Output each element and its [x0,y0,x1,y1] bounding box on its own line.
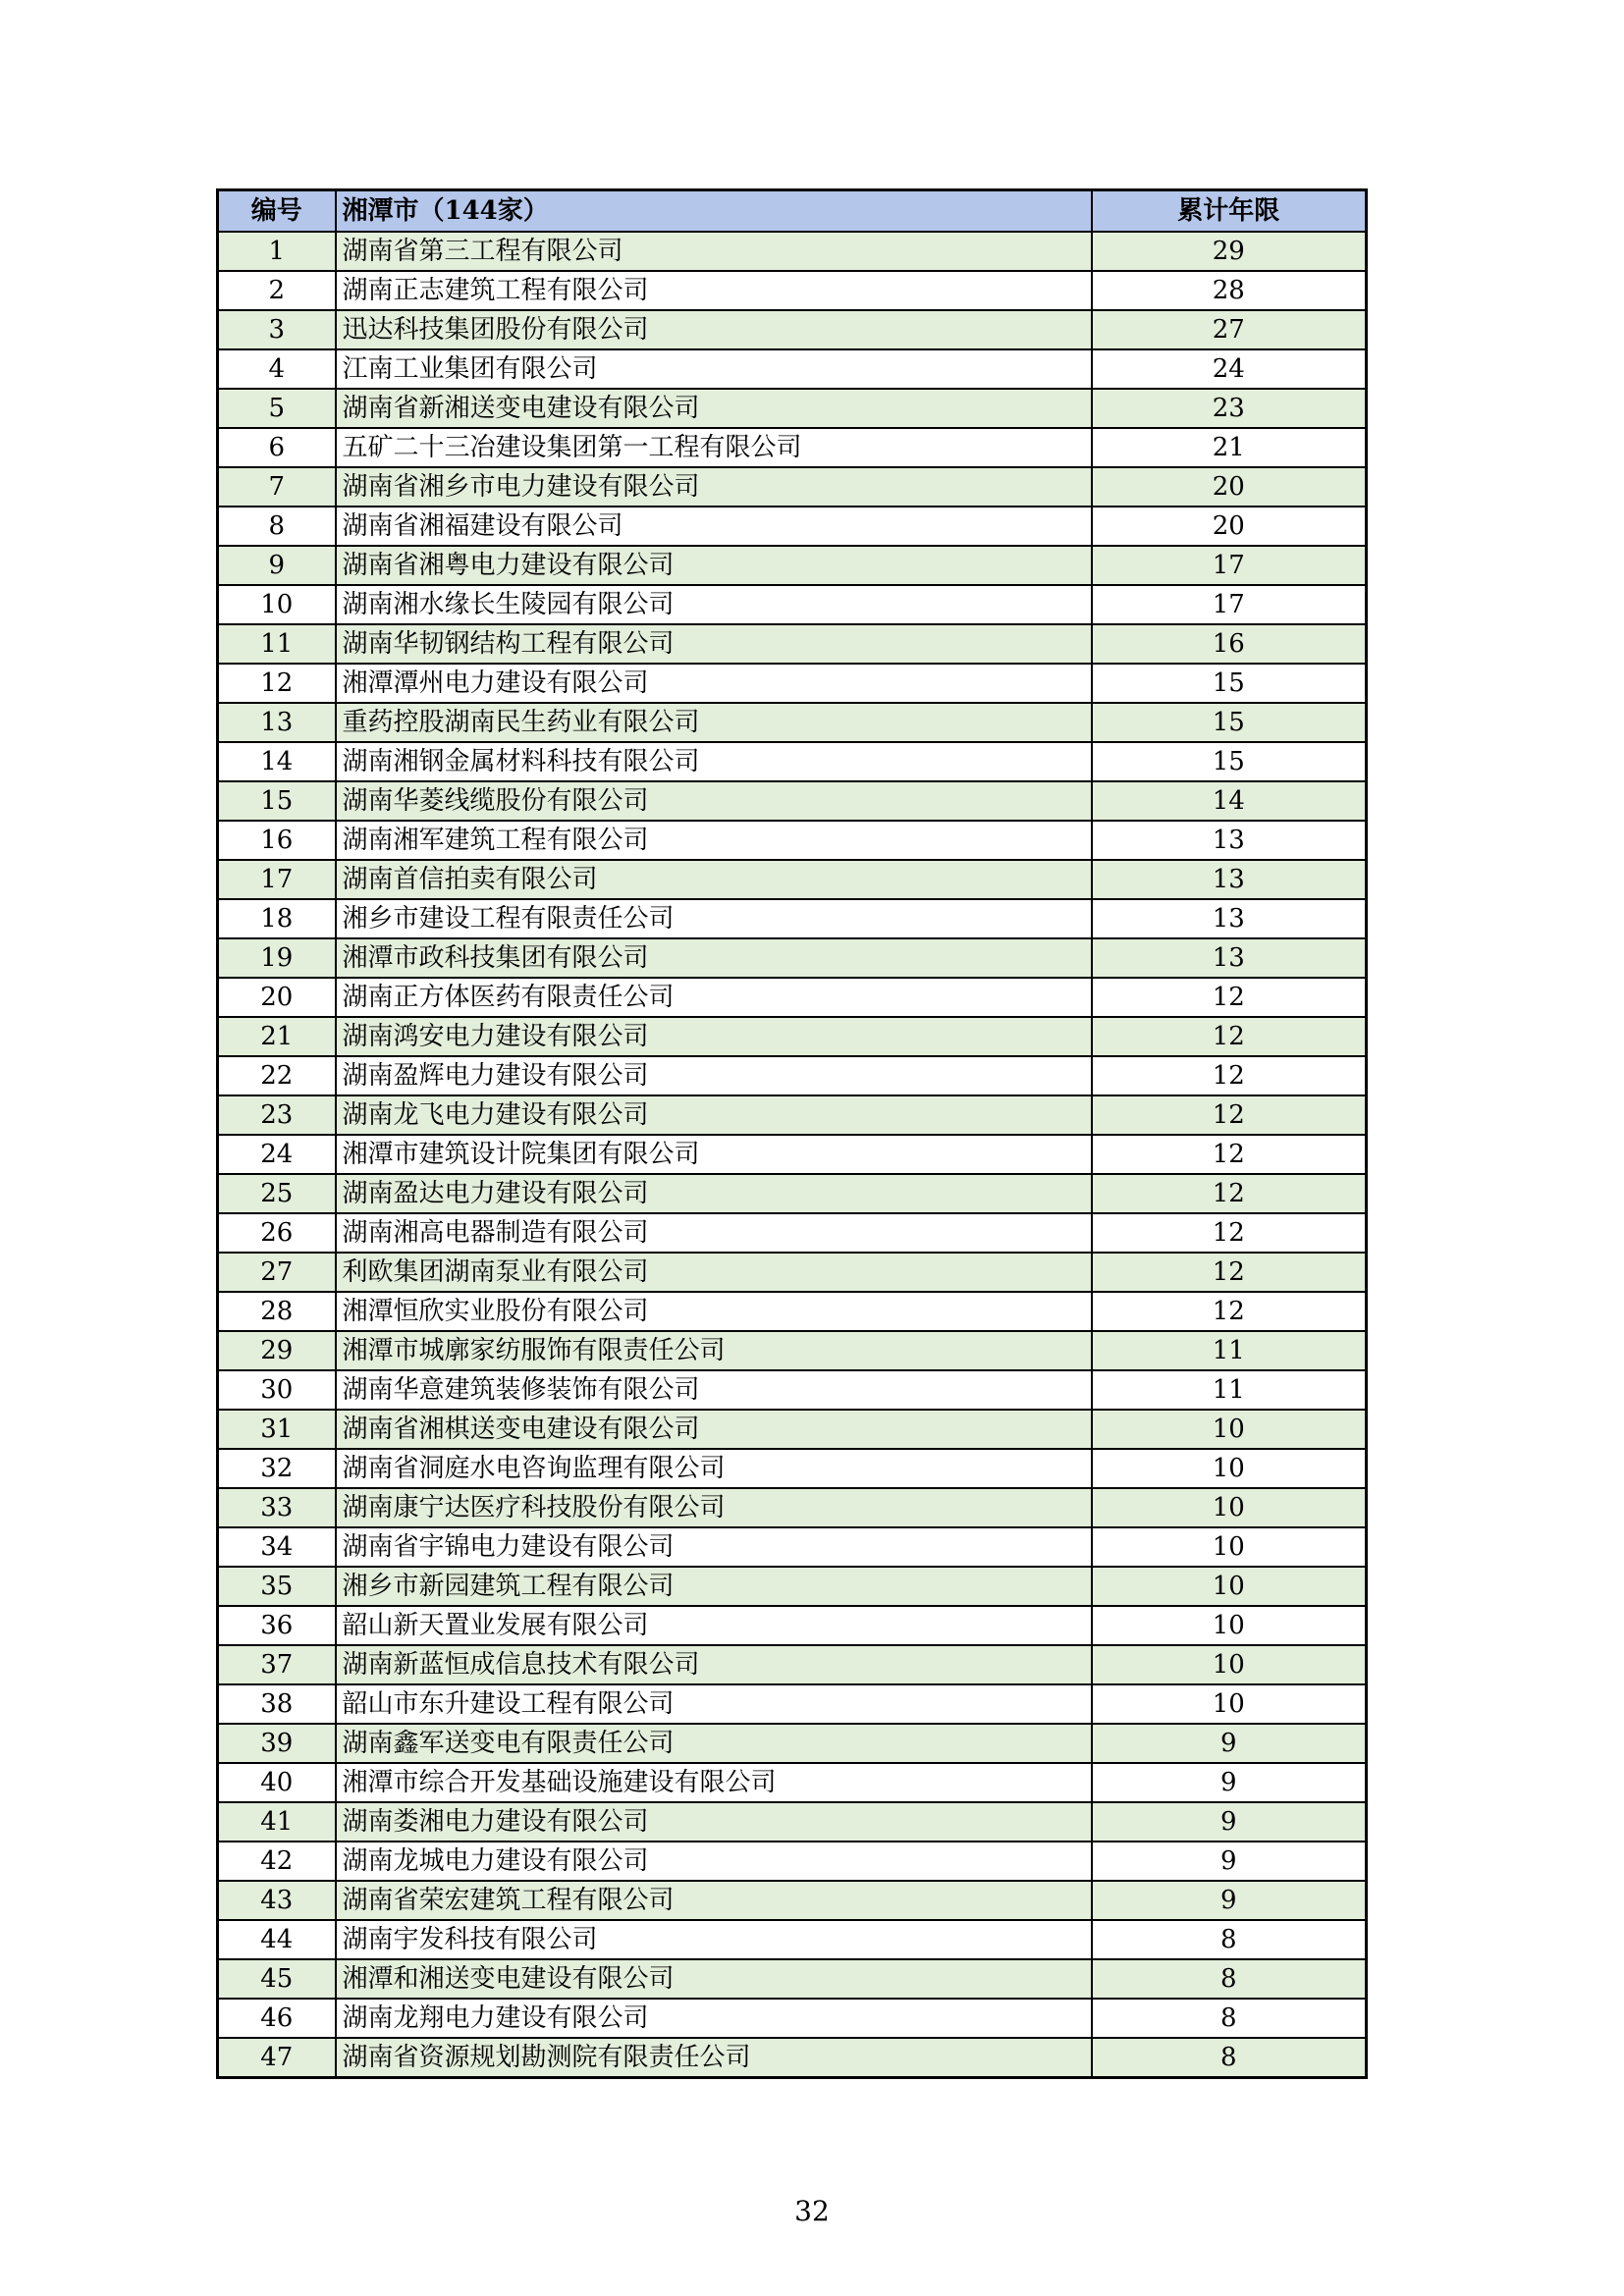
row-number: 10 [218,585,336,624]
row-number: 29 [218,1331,336,1370]
row-number: 31 [218,1410,336,1449]
table-row [218,1292,1367,1331]
table-row [218,1802,1367,1842]
cumulative-years: 12 [1092,1213,1367,1253]
table-row [218,1527,1367,1567]
row-number: 28 [218,1292,336,1331]
company-name: 湖南正志建筑工程有限公司 [336,271,1092,310]
table-row [218,1017,1367,1056]
company-name: 重药控股湖南民生药业有限公司 [336,703,1092,742]
company-name: 湘乡市新园建筑工程有限公司 [336,1567,1092,1606]
table-row [218,938,1367,978]
table-row [218,1488,1367,1527]
company-name: 湖南省湘福建设有限公司 [336,507,1092,546]
company-name: 湖南湘军建筑工程有限公司 [336,821,1092,860]
row-number: 4 [218,349,336,389]
row-number: 42 [218,1842,336,1881]
cumulative-years: 10 [1092,1488,1367,1527]
row-number: 44 [218,1920,336,1959]
cumulative-years: 10 [1092,1606,1367,1645]
cumulative-years: 9 [1092,1842,1367,1881]
row-number: 2 [218,271,336,310]
row-number: 40 [218,1763,336,1802]
header-row [218,190,1367,233]
company-name: 湖南省湘棋送变电建设有限公司 [336,1410,1092,1449]
row-number: 1 [218,232,336,271]
table-row [218,1999,1367,2038]
table-row [218,860,1367,899]
row-number: 14 [218,742,336,781]
row-number: 37 [218,1645,336,1684]
table-row [218,1135,1367,1174]
company-name: 湖南首信拍卖有限公司 [336,860,1092,899]
table-row [218,781,1367,821]
row-number: 17 [218,860,336,899]
cumulative-years: 12 [1092,1253,1367,1292]
table-row [218,1606,1367,1645]
company-name: 湖南盈辉电力建设有限公司 [336,1056,1092,1095]
table-row [218,467,1367,507]
cumulative-years: 12 [1092,1174,1367,1213]
row-number: 23 [218,1095,336,1135]
table-row [218,978,1367,1017]
cumulative-years: 27 [1092,310,1367,349]
cumulative-years: 13 [1092,821,1367,860]
row-number: 27 [218,1253,336,1292]
company-name: 湖南华韧钢结构工程有限公司 [336,624,1092,664]
table-row [218,703,1367,742]
company-name: 韶山市东升建设工程有限公司 [336,1684,1092,1724]
table-row [218,507,1367,546]
row-number: 45 [218,1959,336,1999]
cumulative-years: 12 [1092,1056,1367,1095]
row-number: 32 [218,1449,336,1488]
table-row [218,1684,1367,1724]
table-row [218,899,1367,938]
row-number: 6 [218,428,336,467]
cumulative-years: 12 [1092,978,1367,1017]
company-name: 湖南康宁达医疗科技股份有限公司 [336,1488,1092,1527]
row-number: 16 [218,821,336,860]
company-name: 湖南省荣宏建筑工程有限公司 [336,1881,1092,1920]
row-number: 9 [218,546,336,585]
cumulative-years: 20 [1092,507,1367,546]
cumulative-years: 13 [1092,860,1367,899]
cumulative-years: 10 [1092,1684,1367,1724]
table-row [218,821,1367,860]
company-name: 湖南省第三工程有限公司 [336,232,1092,271]
table-row [218,1959,1367,1999]
company-name: 湖南龙城电力建设有限公司 [336,1842,1092,1881]
cumulative-years: 12 [1092,1292,1367,1331]
table-row [218,1449,1367,1488]
cumulative-years: 12 [1092,1135,1367,1174]
company-name: 湘潭市综合开发基础设施建设有限公司 [336,1763,1092,1802]
company-name: 湖南盈达电力建设有限公司 [336,1174,1092,1213]
row-number: 20 [218,978,336,1017]
cumulative-years: 15 [1092,664,1367,703]
header-city: 湘潭市（144家） [336,190,1092,233]
company-name: 湖南省新湘送变电建设有限公司 [336,389,1092,428]
company-name: 湖南正方体医药有限责任公司 [336,978,1092,1017]
row-number: 11 [218,624,336,664]
company-name: 利欧集团湖南泵业有限公司 [336,1253,1092,1292]
row-number: 26 [218,1213,336,1253]
cumulative-years: 28 [1092,271,1367,310]
cumulative-years: 10 [1092,1567,1367,1606]
table-header [218,190,1367,233]
cumulative-years: 23 [1092,389,1367,428]
cumulative-years: 10 [1092,1449,1367,1488]
cumulative-years: 9 [1092,1763,1367,1802]
cumulative-years: 11 [1092,1370,1367,1410]
cumulative-years: 16 [1092,624,1367,664]
company-name: 湖南湘高电器制造有限公司 [336,1213,1092,1253]
row-number: 30 [218,1370,336,1410]
company-name: 湘潭恒欣实业股份有限公司 [336,1292,1092,1331]
cumulative-years: 29 [1092,232,1367,271]
table-row [218,1724,1367,1763]
row-number: 43 [218,1881,336,1920]
company-name: 湘潭和湘送变电建设有限公司 [336,1959,1092,1999]
cumulative-years: 15 [1092,703,1367,742]
company-name: 湘潭潭州电力建设有限公司 [336,664,1092,703]
company-name: 五矿二十三冶建设集团第一工程有限公司 [336,428,1092,467]
page-number: 32 [794,2195,830,2227]
row-number: 19 [218,938,336,978]
cumulative-years: 9 [1092,1881,1367,1920]
company-name: 湘潭市城廓家纺服饰有限责任公司 [336,1331,1092,1370]
company-name: 湖南龙飞电力建设有限公司 [336,1095,1092,1135]
row-number: 24 [218,1135,336,1174]
cumulative-years: 9 [1092,1724,1367,1763]
table-row [218,546,1367,585]
cumulative-years: 9 [1092,1802,1367,1842]
row-number: 36 [218,1606,336,1645]
cumulative-years: 17 [1092,546,1367,585]
table-row [218,1567,1367,1606]
row-number: 5 [218,389,336,428]
table-row [218,664,1367,703]
table-row [218,624,1367,664]
row-number: 3 [218,310,336,349]
company-name: 湖南龙翔电力建设有限公司 [336,1999,1092,2038]
table-row [218,1763,1367,1802]
row-number: 13 [218,703,336,742]
table-row [218,1174,1367,1213]
table-row [218,742,1367,781]
table-row [218,1410,1367,1449]
company-name: 湖南省洞庭水电咨询监理有限公司 [336,1449,1092,1488]
row-number: 12 [218,664,336,703]
company-name: 江南工业集团有限公司 [336,349,1092,389]
cumulative-years: 8 [1092,1959,1367,1999]
company-name: 湖南省湘粤电力建设有限公司 [336,546,1092,585]
row-number: 25 [218,1174,336,1213]
cumulative-years: 15 [1092,742,1367,781]
row-number: 38 [218,1684,336,1724]
cumulative-years: 17 [1092,585,1367,624]
table-row [218,1331,1367,1370]
cumulative-years: 8 [1092,2038,1367,2078]
row-number: 8 [218,507,336,546]
row-number: 18 [218,899,336,938]
header-number: 编号 [218,190,336,233]
row-number: 21 [218,1017,336,1056]
company-name: 湖南鸿安电力建设有限公司 [336,1017,1092,1056]
table-row [218,232,1367,271]
company-name: 湖南湘钢金属材料科技有限公司 [336,742,1092,781]
row-number: 34 [218,1527,336,1567]
table-row [218,389,1367,428]
cumulative-years: 10 [1092,1410,1367,1449]
company-name: 韶山新天置业发展有限公司 [336,1606,1092,1645]
table-row [218,1095,1367,1135]
company-name: 湘乡市建设工程有限责任公司 [336,899,1092,938]
company-name: 湖南省湘乡市电力建设有限公司 [336,467,1092,507]
company-name: 湖南鑫军送变电有限责任公司 [336,1724,1092,1763]
cumulative-years: 10 [1092,1645,1367,1684]
cumulative-years: 8 [1092,1999,1367,2038]
row-number: 46 [218,1999,336,2038]
row-number: 39 [218,1724,336,1763]
table-body [218,232,1367,2078]
table-row [218,1056,1367,1095]
row-number: 7 [218,467,336,507]
company-name: 湖南湘水缘长生陵园有限公司 [336,585,1092,624]
company-name: 湖南华菱线缆股份有限公司 [336,781,1092,821]
cumulative-years: 10 [1092,1527,1367,1567]
company-name: 湖南娄湘电力建设有限公司 [336,1802,1092,1842]
cumulative-years: 14 [1092,781,1367,821]
table-row [218,310,1367,349]
table-row [218,271,1367,310]
company-name: 湖南宇发科技有限公司 [336,1920,1092,1959]
table-row [218,2038,1367,2078]
table-row [218,1213,1367,1253]
row-number: 41 [218,1802,336,1842]
row-number: 15 [218,781,336,821]
cumulative-years: 13 [1092,938,1367,978]
row-number: 35 [218,1567,336,1606]
cumulative-years: 21 [1092,428,1367,467]
company-table [216,188,1368,2079]
cumulative-years: 20 [1092,467,1367,507]
table-row [218,1370,1367,1410]
company-name: 湖南新蓝恒成信息技术有限公司 [336,1645,1092,1684]
row-number: 47 [218,2038,336,2078]
table-row [218,1253,1367,1292]
cumulative-years: 12 [1092,1095,1367,1135]
table-row [218,1842,1367,1881]
table-row [218,585,1367,624]
company-name: 湖南华意建筑装修装饰有限公司 [336,1370,1092,1410]
company-name: 迅达科技集团股份有限公司 [336,310,1092,349]
cumulative-years: 11 [1092,1331,1367,1370]
company-name: 湖南省宇锦电力建设有限公司 [336,1527,1092,1567]
table-row [218,1920,1367,1959]
cumulative-years: 8 [1092,1920,1367,1959]
table-row [218,428,1367,467]
table-row [218,349,1367,389]
row-number: 22 [218,1056,336,1095]
cumulative-years: 13 [1092,899,1367,938]
company-name: 湘潭市政科技集团有限公司 [336,938,1092,978]
table-row [218,1881,1367,1920]
company-name: 湘潭市建筑设计院集团有限公司 [336,1135,1092,1174]
cumulative-years: 12 [1092,1017,1367,1056]
row-number: 33 [218,1488,336,1527]
cumulative-years: 24 [1092,349,1367,389]
header-years: 累计年限 [1092,190,1367,233]
table-row [218,1645,1367,1684]
company-name: 湖南省资源规划勘测院有限责任公司 [336,2038,1092,2078]
